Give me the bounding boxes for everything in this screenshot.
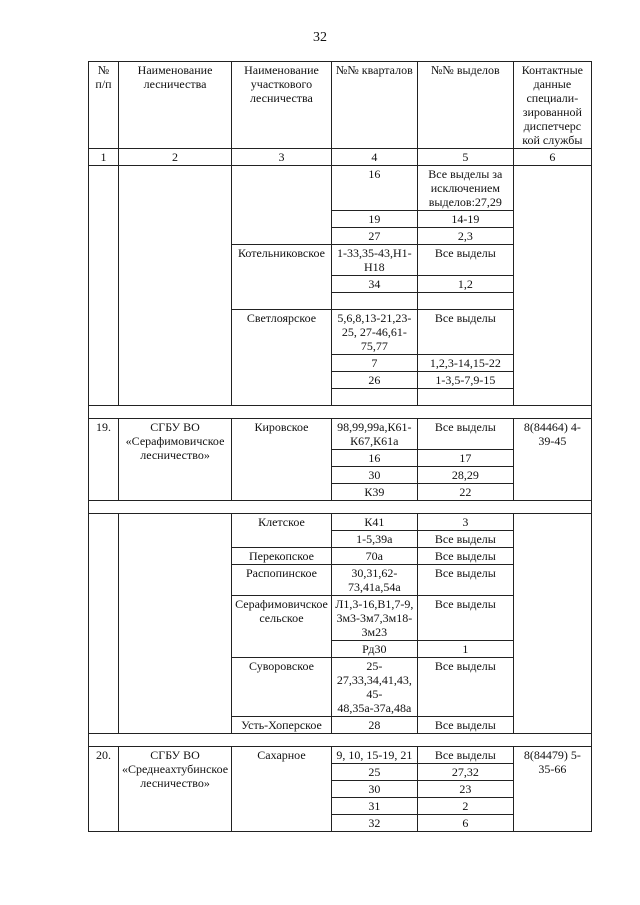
row-number [89, 514, 119, 734]
allotments-cell: Все выделы [417, 565, 513, 596]
column-number: 3 [232, 149, 332, 166]
column-number: 2 [119, 149, 232, 166]
quarters-cell: 31 [331, 798, 417, 815]
district-name: Клетское [232, 514, 332, 548]
quarters-cell: К39 [331, 484, 417, 501]
quarters-cell: 9, 10, 15-19, 21 [331, 747, 417, 764]
quarters-cell: 25 [331, 764, 417, 781]
forestry-name [119, 166, 232, 406]
allotments-cell: 27,32 [417, 764, 513, 781]
contact-cell: 8(84464) 4-39-45 [513, 419, 591, 501]
row-number [89, 166, 119, 406]
allotments-cell: 1,2 [417, 276, 513, 293]
quarters-cell: 26 [331, 372, 417, 389]
quarters-cell: Рд30 [331, 641, 417, 658]
quarters-cell [331, 293, 417, 310]
allotments-cell: Все выделы [417, 747, 513, 764]
district-name: Серафимовичское сельское [232, 596, 332, 658]
allotments-cell: 3 [417, 514, 513, 531]
row-number: 19. [89, 419, 119, 501]
header-forestry: Наименование лесничества [119, 62, 232, 149]
forestry-name: СГБУ ВО «Серафимовичское лесничество» [119, 419, 232, 501]
quarters-cell: 5,6,8,13-21,23-25, 27-46,61-75,77 [331, 310, 417, 355]
district-name: Сахарное [232, 747, 332, 832]
allotments-cell: 28,29 [417, 467, 513, 484]
header-quarters: №№ кварталов [331, 62, 417, 149]
quarters-cell: 1-33,35-43,Н1-Н18 [331, 245, 417, 276]
district-name: Кировское [232, 419, 332, 501]
allotments-cell: Все выделы [417, 658, 513, 717]
quarters-cell: 27 [331, 228, 417, 245]
column-number: 5 [417, 149, 513, 166]
allotments-cell [417, 293, 513, 310]
district-name [232, 166, 332, 245]
header-row [89, 62, 592, 149]
allotments-cell: 22 [417, 484, 513, 501]
allotments-cell: 14-19 [417, 211, 513, 228]
header-allotments: №№ выделов [417, 62, 513, 149]
allotments-cell: Все выделы [417, 310, 513, 355]
allotments-cell: Все выделы [417, 548, 513, 565]
quarters-cell: 98,99,99а,К61-К67,К61а [331, 419, 417, 450]
quarters-cell: 30 [331, 467, 417, 484]
gap-cell [89, 734, 592, 747]
quarters-cell: 19 [331, 211, 417, 228]
quarters-cell: 30 [331, 781, 417, 798]
quarters-cell: 70а [331, 548, 417, 565]
allotments-cell: Все выделы [417, 596, 513, 641]
quarters-cell: 30,31,62-73,41а,54а [331, 565, 417, 596]
allotments-cell: 1,2,3-14,15-22 [417, 355, 513, 372]
allotments-cell: 1 [417, 641, 513, 658]
contact-cell [513, 166, 591, 406]
quarters-cell: Л1,3-16,В1,7-9, 3м3-3м7,3м18-3м23 [331, 596, 417, 641]
column-number: 4 [331, 149, 417, 166]
allotments-cell [417, 389, 513, 406]
district-name: Перекопское [232, 548, 332, 565]
table-body [89, 62, 592, 832]
contact-cell: 8(84479) 5-35-66 [513, 747, 591, 832]
district-name: Суворовское [232, 658, 332, 717]
quarters-cell: 25-27,33,34,41,43, 45-48,35а-37а,48а [331, 658, 417, 717]
quarters-cell [331, 389, 417, 406]
contact-cell [513, 514, 591, 734]
allotments-cell: Все выделы [417, 245, 513, 276]
table-row [89, 514, 592, 531]
quarters-cell: К41 [331, 514, 417, 531]
quarters-cell: 28 [331, 717, 417, 734]
allotments-cell: Все выделы [417, 531, 513, 548]
allotments-cell: Все выделы за исключением выделов:27,29 [417, 166, 513, 211]
allotments-cell: 2,3 [417, 228, 513, 245]
district-name: Светлоярское [232, 310, 332, 406]
allotments-cell: 1-3,5-7,9-15 [417, 372, 513, 389]
header-no: № п/п [89, 62, 119, 149]
column-number: 6 [513, 149, 591, 166]
district-name: Распопинское [232, 565, 332, 596]
group-gap [89, 501, 592, 514]
quarters-cell: 34 [331, 276, 417, 293]
allotments-cell: 2 [417, 798, 513, 815]
allotments-cell: Все выделы [417, 419, 513, 450]
row-number: 20. [89, 747, 119, 832]
column-number: 1 [89, 149, 119, 166]
district-name: Усть-Хоперское [232, 717, 332, 734]
district-name: Котельниковское [232, 245, 332, 310]
group-gap [89, 406, 592, 419]
table-row [89, 747, 592, 764]
gap-cell [89, 501, 592, 514]
quarters-cell: 32 [331, 815, 417, 832]
allotments-cell: Все выделы [417, 717, 513, 734]
quarters-cell: 7 [331, 355, 417, 372]
table-row [89, 166, 592, 211]
gap-cell [89, 406, 592, 419]
header-district: Наименование участкового лесничества [232, 62, 332, 149]
column-number-row [89, 149, 592, 166]
allotments-cell: 17 [417, 450, 513, 467]
quarters-cell: 16 [331, 450, 417, 467]
quarters-cell: 1-5,39а [331, 531, 417, 548]
forestry-table [88, 61, 592, 832]
forestry-name: СГБУ ВО «Среднеахтубинское лесничество» [119, 747, 232, 832]
table-row [89, 419, 592, 450]
quarters-cell: 16 [331, 166, 417, 211]
allotments-cell: 23 [417, 781, 513, 798]
forestry-name [119, 514, 232, 734]
page-number: 32 [313, 30, 327, 45]
allotments-cell: 6 [417, 815, 513, 832]
group-gap [89, 734, 592, 747]
header-contacts: Контактные данные специали-зированной диспетчерс кой службы [513, 62, 591, 149]
